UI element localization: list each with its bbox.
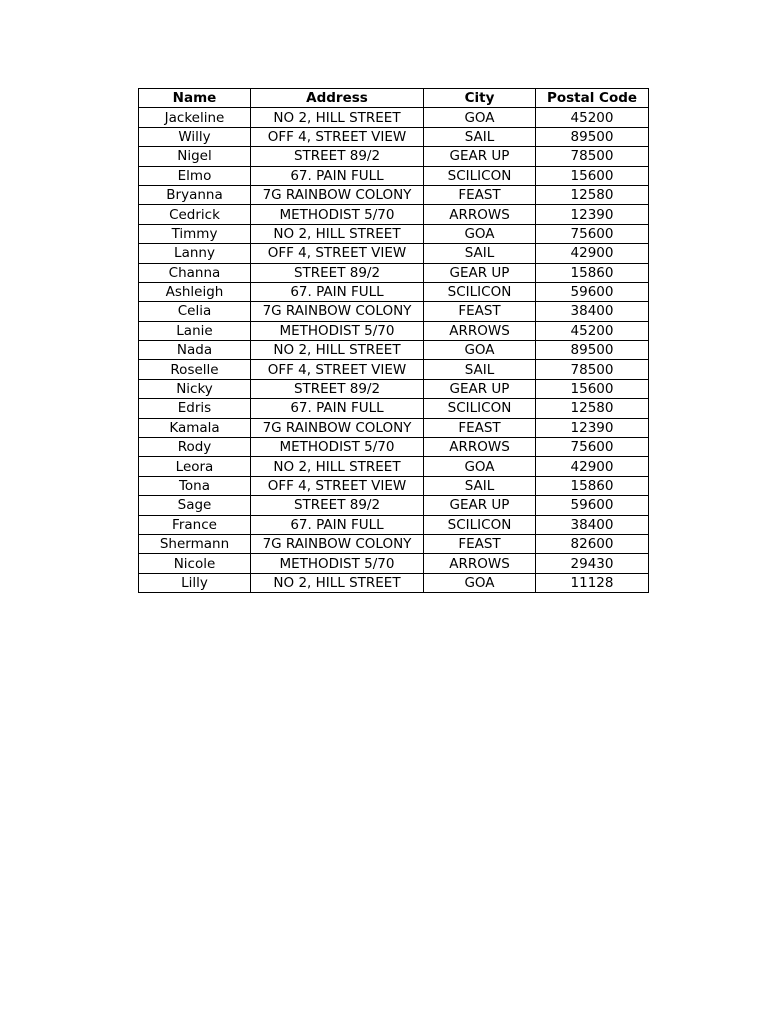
cell-postal-code: 38400 [536,515,649,534]
table-row [139,185,649,204]
table-row [139,244,649,263]
cell-name: Jackeline [139,108,251,127]
cell-city: GOA [424,108,536,127]
cell-name: Bryanna [139,185,251,204]
cell-postal-code: 12580 [536,399,649,418]
cell-postal-code: 11128 [536,573,649,592]
cell-name: Nigel [139,147,251,166]
cell-name: France [139,515,251,534]
cell-postal-code: 12580 [536,185,649,204]
cell-address: 7G RAINBOW COLONY [251,185,424,204]
header-address: Address [251,89,424,108]
cell-city: ARROWS [424,321,536,340]
cell-postal-code: 89500 [536,341,649,360]
cell-city: FEAST [424,418,536,437]
cell-address: 67. PAIN FULL [251,282,424,301]
cell-name: Lanny [139,244,251,263]
cell-city: GOA [424,341,536,360]
cell-name: Tona [139,476,251,495]
header-city: City [424,89,536,108]
cell-name: Roselle [139,360,251,379]
cell-city: ARROWS [424,438,536,457]
address-table [138,88,649,593]
table-row [139,166,649,185]
cell-address: METHODIST 5/70 [251,321,424,340]
table-row [139,379,649,398]
cell-postal-code: 78500 [536,360,649,379]
table-body [139,108,649,593]
table-row [139,554,649,573]
table-row [139,127,649,146]
cell-city: ARROWS [424,554,536,573]
cell-name: Elmo [139,166,251,185]
table-row [139,399,649,418]
cell-address: NO 2, HILL STREET [251,108,424,127]
cell-name: Lanie [139,321,251,340]
cell-name: Rody [139,438,251,457]
cell-name: Channa [139,263,251,282]
table-header-row [139,89,649,108]
cell-city: GEAR UP [424,379,536,398]
table-row [139,205,649,224]
cell-name: Sage [139,496,251,515]
cell-address: NO 2, HILL STREET [251,224,424,243]
cell-city: GOA [424,457,536,476]
cell-address: 67. PAIN FULL [251,515,424,534]
cell-postal-code: 78500 [536,147,649,166]
cell-city: GOA [424,224,536,243]
cell-city: SCILICON [424,166,536,185]
table-row [139,321,649,340]
cell-city: SAIL [424,476,536,495]
cell-address: NO 2, HILL STREET [251,341,424,360]
table-row [139,438,649,457]
table-row [139,418,649,437]
cell-address: 67. PAIN FULL [251,399,424,418]
cell-city: SAIL [424,244,536,263]
cell-postal-code: 82600 [536,534,649,553]
cell-address: OFF 4, STREET VIEW [251,360,424,379]
cell-address: METHODIST 5/70 [251,205,424,224]
cell-postal-code: 89500 [536,127,649,146]
cell-city: ARROWS [424,205,536,224]
cell-name: Nicole [139,554,251,573]
table-row [139,573,649,592]
cell-postal-code: 59600 [536,496,649,515]
cell-address: STREET 89/2 [251,147,424,166]
cell-city: GEAR UP [424,496,536,515]
cell-address: OFF 4, STREET VIEW [251,127,424,146]
table-row [139,263,649,282]
table-row [139,360,649,379]
cell-postal-code: 38400 [536,302,649,321]
cell-name: Timmy [139,224,251,243]
cell-address: 7G RAINBOW COLONY [251,418,424,437]
table-row [139,224,649,243]
cell-city: SCILICON [424,399,536,418]
cell-postal-code: 12390 [536,418,649,437]
cell-city: FEAST [424,302,536,321]
cell-address: 67. PAIN FULL [251,166,424,185]
table-row [139,282,649,301]
cell-name: Kamala [139,418,251,437]
cell-name: Nicky [139,379,251,398]
cell-address: NO 2, HILL STREET [251,457,424,476]
cell-postal-code: 15860 [536,263,649,282]
cell-address: NO 2, HILL STREET [251,573,424,592]
cell-name: Lilly [139,573,251,592]
cell-name: Nada [139,341,251,360]
cell-name: Shermann [139,534,251,553]
cell-postal-code: 45200 [536,108,649,127]
cell-postal-code: 45200 [536,321,649,340]
cell-city: GOA [424,573,536,592]
cell-city: SAIL [424,360,536,379]
cell-address: OFF 4, STREET VIEW [251,244,424,263]
cell-postal-code: 15860 [536,476,649,495]
cell-address: STREET 89/2 [251,263,424,282]
cell-address: STREET 89/2 [251,496,424,515]
table-row [139,341,649,360]
cell-address: STREET 89/2 [251,379,424,398]
cell-address: METHODIST 5/70 [251,554,424,573]
table-row [139,496,649,515]
cell-address: OFF 4, STREET VIEW [251,476,424,495]
table-row [139,457,649,476]
table-row [139,515,649,534]
cell-address: METHODIST 5/70 [251,438,424,457]
table-row [139,147,649,166]
cell-postal-code: 75600 [536,438,649,457]
cell-postal-code: 15600 [536,379,649,398]
cell-name: Ashleigh [139,282,251,301]
cell-postal-code: 29430 [536,554,649,573]
cell-city: SCILICON [424,282,536,301]
cell-postal-code: 75600 [536,224,649,243]
cell-name: Celia [139,302,251,321]
cell-postal-code: 42900 [536,244,649,263]
cell-name: Edris [139,399,251,418]
cell-postal-code: 42900 [536,457,649,476]
table-row [139,476,649,495]
cell-postal-code: 59600 [536,282,649,301]
cell-city: GEAR UP [424,263,536,282]
cell-city: SAIL [424,127,536,146]
cell-postal-code: 12390 [536,205,649,224]
table-row [139,534,649,553]
cell-name: Cedrick [139,205,251,224]
header-postal-code: Postal Code [536,89,649,108]
cell-city: FEAST [424,185,536,204]
cell-city: FEAST [424,534,536,553]
cell-address: 7G RAINBOW COLONY [251,302,424,321]
table-row [139,108,649,127]
cell-name: Willy [139,127,251,146]
header-name: Name [139,89,251,108]
cell-name: Leora [139,457,251,476]
cell-city: GEAR UP [424,147,536,166]
cell-city: SCILICON [424,515,536,534]
cell-address: 7G RAINBOW COLONY [251,534,424,553]
table-row [139,302,649,321]
cell-postal-code: 15600 [536,166,649,185]
